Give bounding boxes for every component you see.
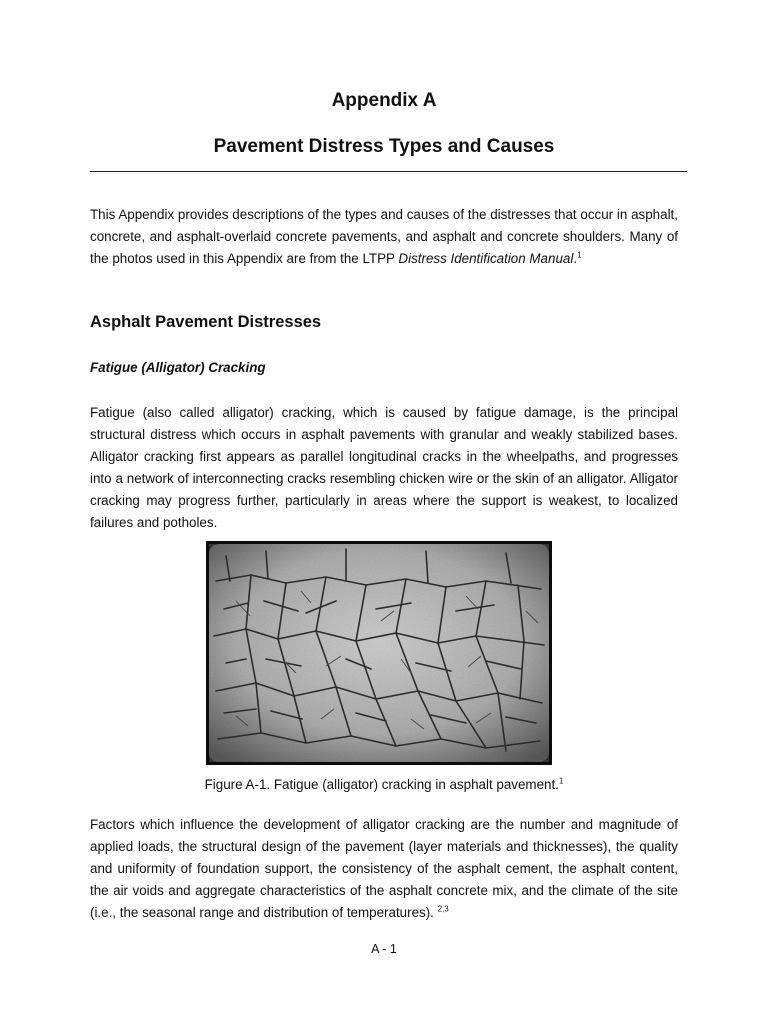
appendix-label: Appendix A [331, 90, 437, 111]
page-number: A - 1 [371, 942, 397, 956]
factors-text: Factors which influence the development of alligator cracking are the number and magnitude of applied loads, the structural design of the pavement (layer materials and thicknesses), the quality and uniformity of foundation support, the consistency of the asphalt cement, the asphalt content, the air voids and aggregate characteristics of the asphalt concrete mix, and the climate of the site (i.e., the seasonal range and distribution of temperatures). [90, 817, 678, 920]
intro-italic-title: Distress Identification Manual [398, 251, 574, 266]
title-divider [90, 171, 687, 172]
alligator-cracking-photo [206, 541, 552, 765]
intro-paragraph [90, 204, 678, 270]
figure-reference: 1 [558, 776, 564, 786]
intro-end: . [573, 251, 578, 266]
figure-caption-text: Figure A-1. Fatigue (alligator) cracking in asphalt pavement. [204, 777, 559, 792]
subsection-heading: Fatigue (Alligator) Cracking [90, 360, 266, 375]
intro-text: This Appendix provides descriptions of the types and causes of the distresses that occur in asphalt, concrete, and asphalt-overlaid concrete pavements, and asphalt and concrete shoulders. Many of the photos used in this Appendix are from the LTPP [90, 207, 678, 266]
intro-reference: 1 [577, 250, 582, 260]
figure-caption [0, 777, 768, 792]
page-title: Pavement Distress Types and Causes [213, 136, 555, 157]
section-heading: Asphalt Pavement Distresses [90, 313, 322, 331]
factors-reference: 2,3 [437, 904, 449, 914]
fatigue-paragraph: Fatigue (also called alligator) cracking, which is caused by fatigue damage, is the principal structural distress which occurs in asphalt pavements with granular and weakly stabilized bases. Alligator cracking first appears as parallel longitudinal cracks in the wheelpaths, and progresses into a network of interconnecting cracks resembling chicken wire or the skin of an alligator. Alligator cracking may progress further, particularly in areas where the support is weakest, to localized failures and potholes. [90, 405, 678, 530]
factors-paragraph [90, 814, 678, 924]
